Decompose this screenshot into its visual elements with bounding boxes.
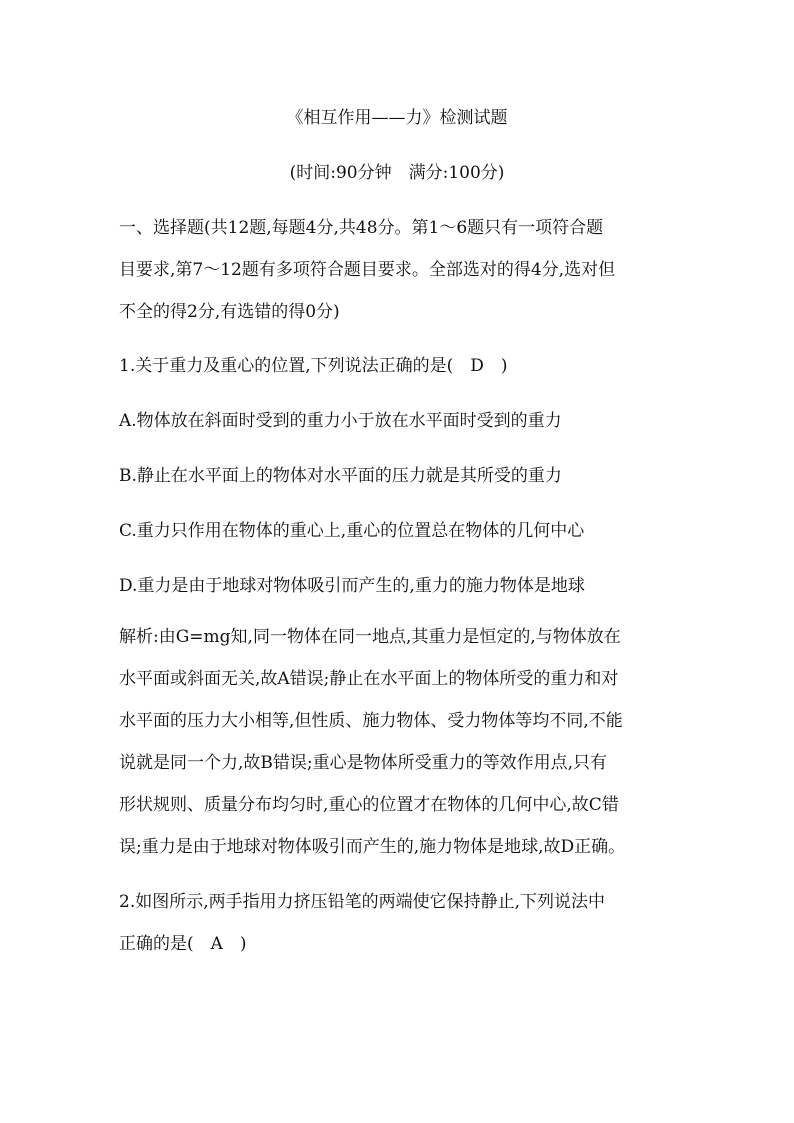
question-1-option-a: A.物体放在斜面时受到的重力小于放在水平面时受到的重力 — [119, 411, 562, 431]
question-2-text: 正确的是( — [119, 934, 211, 954]
question-1-analysis — [119, 616, 679, 868]
analysis-line: 水平面的压力大小相等,但性质、施力物体、受力物体等均不同,不能 — [119, 711, 623, 731]
question-2-close: ) — [222, 934, 247, 954]
instruction-line: 不全的得2分,有选错的得0分) — [119, 302, 340, 322]
instruction-line: 目要求,第7～12题有多项符合题目要求。全部选对的得4分,选对但 — [119, 260, 616, 280]
question-2-line: 2.如图所示,两手指用力挤压铅笔的两端使它保持静止,下列说法中 — [119, 892, 606, 912]
question-1-option-b: B.静止在水平面上的物体对水平面的压力就是其所受的重力 — [119, 466, 562, 486]
question-1-option-c: C.重力只作用在物体的重心上,重心的位置总在物体的几何中心 — [119, 521, 585, 541]
section-instructions — [119, 207, 679, 333]
page-title: 《相互作用——力》检测试题 — [286, 108, 508, 128]
instruction-line: 一、选择题(共12题,每题4分,共48分。第1～6题只有一项符合题 — [119, 218, 604, 238]
exam-info: (时间:90分钟 满分:100分) — [289, 163, 505, 183]
question-1-stem — [119, 352, 679, 380]
question-1-close: ) — [483, 356, 508, 376]
question-2-line — [119, 923, 679, 965]
analysis-line: 说就是同一个力,故B错误;重心是物体所受重力的等效作用点,只有 — [119, 753, 608, 773]
question-1-text: 1.关于重力及重心的位置,下列说法正确的是( — [119, 356, 471, 376]
analysis-line: 形状规则、质量分布均匀时,重心的位置才在物体的几何中心,故C错 — [119, 795, 619, 815]
question-1-answer: D — [470, 356, 484, 376]
analysis-line: 水平面或斜面无关,故A错误;静止在水平面上的物体所受的重力和对 — [119, 669, 619, 689]
analysis-line: 解析:由G=mg知,同一物体在同一地点,其重力是恒定的,与物体放在 — [119, 627, 621, 647]
question-2-answer: A — [210, 934, 223, 954]
question-1-option-d: D.重力是由于地球对物体吸引而产生的,重力的施力物体是地球 — [119, 576, 585, 596]
question-2-stem — [119, 881, 679, 965]
analysis-line: 误;重力是由于地球对物体吸引而产生的,施力物体是地球,故D正确。 — [119, 837, 626, 857]
